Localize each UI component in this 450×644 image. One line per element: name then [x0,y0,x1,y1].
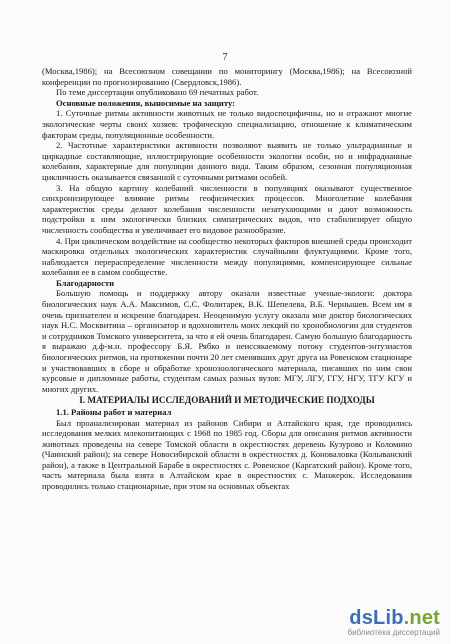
paragraph-acknowledgements: Большую помощь и поддержку автору оказали известные ученые-экологи: доктора биологических наук А.А. Максимов, С.С. Фолитарек, В.К. Шепелева, В.Б. Чернышев. Всем им я очень признателен и искренне благодарен. Неоценимую услугу оказала мне доктор биологических наук Н.С. Москвитина – организатор и вдохновитель моих лекций по хронобиологии для студентов и сотрудников Томского университета, за что я ей очень благодарен. Самую большую благодарность я выражаю д.ф-м.н. профессору Б.Я. Рябко и неиссякаемому потоку студентов-энтузиастов биологических ритмов, на протяжении почти 20 лет сменявших друг друга на Ровенском стационаре и участвовавших в сборе и обработке хронозоологического материала, писавших по ним свои курсовые и дипломные работы, студентам самых разных вузов: МГУ, ЛГУ, ГГУ, НГУ, ТГУ КГУ и многих других. [42,288,412,394]
paragraph-point-3: 3. На общую картину колебаний численности в популяциях оказывают существенное синхронизирующее влияние ритмы геофизических процессов. Многолетние колебания характеристик среды делают колебания численности незатухающими и дают возможность подстройки к ним экологически близких симпатрических видов, что стабилизирует общую численность сообщества и увеличивает его видовое разнообразие. [42,182,412,235]
paragraph-point-1: 1. Суточные ритмы активности животных не только видоспецифичны, но и отражают многие экологические черты своих хозяев: трофическую специализацию, отношение к климатическим факторам среды, популяционные особенности. [42,108,412,140]
page-body [42,66,412,492]
paragraph-point-4: 4. При циклическом воздействие на сообщество некоторых факторов внешней среды происходит маскировка отдельных экологических характеристик случайными флуктуациями. Кроме того, наблюдается перераспределение численности между популяциями, компенсирующее сильные колебания ее в самом сообществе. [42,235,412,278]
page-number: 7 [222,52,228,63]
paragraph-study-areas: Был проанализирован материал из районов Сибири и Алтайского края, где проводились исследования мелких млекопитающих с 1968 по 1985 год. Сборы для описания ритмов активности животных проведены на севере Томской области в окрестностях деревень Кузурово и Коломино (Чаинский район); на севере Новосибирской области в окрестностях д. Коноваловка (Колыванский район), а также в Центральной Барабе в окрестностях с. Ровенское (Каргатский район). Кроме того, часть материала была взята в Алтайском крае в окрестностях с. Манжерок. Исследования проводились только стационарные, при этом на основных объектах [42,417,412,492]
paragraph-point-2: 2. Частотные характеристики активности позволяют выявить не только ультрадианные и циркадные составляющие, иллюстрирующие особенности экологии особи, но и инфрадианные колебания, характерные для популяции данного вида. Таким образом, сезонная популяционная цикличность оказывается связанной с суточными ритмами особей. [42,140,412,182]
dslib-watermark [290,608,440,638]
heading-acknowledgements: Благодарности [56,277,115,288]
heading-chapter-1: I. МАТЕРИАЛЫ ИССЛЕДОВАНИЙ И МЕТОДИЧЕСКИЕ ПОДХОДЫ [79,395,375,406]
heading-defense-points: Основные положения, выносимые на защиту: [56,97,236,108]
paragraph-publications: По теме диссертации опубликовано 69 печатных работ. [56,87,259,98]
heading-section-1-1: 1.1. Районы работ и материал [56,406,172,417]
paragraph-conferences: (Москва,1986); на Всесоюзном совещании по мониторингу (Москва,1986); на Всесоюзной конференции по прогнозированию (Свердловск,1986). [42,66,412,87]
logo-tld-text: .net [403,607,440,629]
logo-main-text: dsLib [349,607,404,629]
watermark-subtitle: библиотека диссертаций [347,628,440,637]
dslib-logo [290,608,440,628]
